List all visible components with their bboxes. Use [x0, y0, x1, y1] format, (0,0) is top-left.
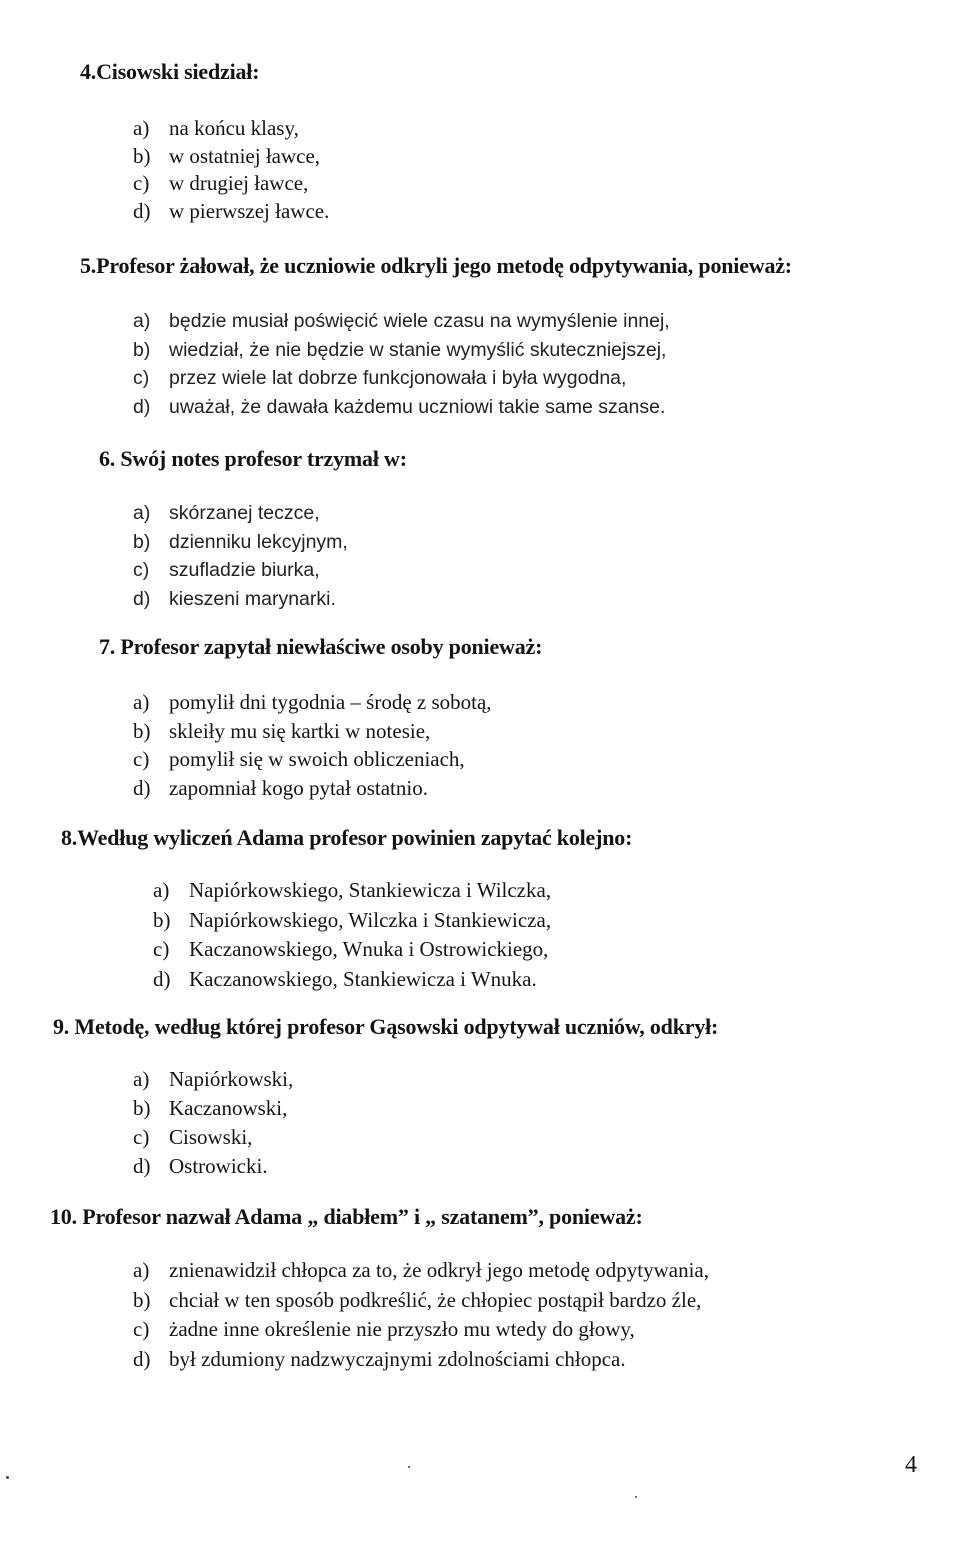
option-text: chciał w ten sposób podkreślić, że chłopiec postąpił bardzo źle,	[169, 1287, 702, 1312]
question-8-option-a: a) Napiórkowskiego, Stankiewicza i Wilczka,	[153, 876, 551, 906]
option-text: Napiórkowski,	[169, 1067, 294, 1091]
option-text: przez wiele lat dobrze funkcjonowała i była wygodna,	[169, 367, 627, 389]
question-5-option-c: c) przez wiele lat dobrze funkcjonowała i była wygodna,	[133, 364, 670, 393]
question-5-option-b: b) wiedział, że nie będzie w stanie wymyślić skuteczniejszej,	[133, 336, 670, 365]
option-text: Napiórkowskiego, Stankiewicza i Wilczka,	[189, 878, 552, 902]
option-text: pomylił dni tygodnia – środę z sobotą,	[169, 690, 492, 714]
question-7-options	[133, 688, 492, 802]
question-9-option-c: c) Cisowski,	[133, 1123, 293, 1152]
option-text: Ostrowicki.	[169, 1154, 268, 1178]
question-4-title: 4.Cisowski siedział:	[80, 59, 260, 84]
option-text: będzie musiał poświęcić wiele czasu na wymyślenie innej,	[169, 310, 670, 332]
question-4-option-a: a) na końcu klasy,	[133, 115, 329, 143]
scan-speck	[408, 1466, 410, 1468]
option-text: Kaczanowskiego, Wnuka i Ostrowickiego,	[189, 937, 549, 961]
option-text: Napiórkowskiego, Wilczka i Stankiewicza,	[189, 907, 552, 932]
scan-speck	[6, 1476, 9, 1479]
question-4-options	[133, 115, 329, 225]
option-text: Kaczanowskiego, Stankiewicza i Wnuka.	[189, 966, 537, 991]
option-text: w drugiej ławce,	[169, 171, 309, 195]
option-text: szufladzie biurka,	[169, 559, 320, 581]
question-6-option-a: a) skórzanej teczce,	[133, 499, 348, 528]
option-text: w pierwszej ławce.	[169, 198, 330, 223]
question-4-option-d: d) w pierwszej ławce.	[133, 198, 329, 226]
question-5-options	[133, 307, 670, 421]
option-text: pomylił się w swoich obliczeniach,	[169, 747, 465, 771]
option-text: zapomniał kogo pytał ostatnio.	[169, 775, 428, 800]
question-8-title: 8.Według wyliczeń Adama profesor powinien zapytać kolejno:	[61, 825, 633, 850]
option-text: skórzanej teczce,	[169, 502, 320, 524]
question-10-title: 10. Profesor nazwał Adama „ diabłem” i „ szatanem”, ponieważ:	[50, 1204, 643, 1229]
question-9-option-a: a) Napiórkowski,	[133, 1065, 293, 1094]
option-text: uważał, że dawała każdemu uczniowi takie same szanse.	[169, 395, 666, 418]
option-text: skleiły mu się kartki w notesie,	[169, 718, 431, 743]
question-9-option-d: d) Ostrowicki.	[133, 1152, 293, 1181]
question-8-option-d: d) Kaczanowskiego, Stankiewicza i Wnuka.	[153, 965, 551, 995]
question-8-option-b: b) Napiórkowskiego, Wilczka i Stankiewicza,	[153, 906, 551, 936]
question-9-options	[133, 1065, 293, 1181]
question-10-option-a: a) znienawidził chłopca za to, że odkrył jego metodę odpytywania,	[133, 1256, 709, 1286]
question-7-option-c: c) pomylił się w swoich obliczeniach,	[133, 745, 492, 774]
option-text: Kaczanowski,	[169, 1096, 288, 1120]
question-7-option-d: d) zapomniał kogo pytał ostatnio.	[133, 774, 492, 803]
option-text: na końcu klasy,	[169, 116, 299, 140]
question-8-options	[153, 876, 551, 994]
page-number: 4	[905, 1452, 917, 1478]
question-9-option-b: b) Kaczanowski,	[133, 1094, 293, 1123]
option-text: Cisowski,	[169, 1125, 253, 1149]
question-5-title: 5.Profesor żałował, że uczniowie odkryli jego metodę odpytywania, ponieważ:	[80, 253, 792, 278]
option-text: wiedział, że nie będzie w stanie wymyślić skuteczniejszej,	[169, 338, 667, 361]
scan-speck	[635, 1496, 637, 1498]
question-5-option-a: a) będzie musiał poświęcić wiele czasu na wymyślenie innej,	[133, 307, 670, 336]
question-7-title: 7. Profesor zapytał niewłaściwe osoby ponieważ:	[99, 634, 543, 659]
question-6-title: 6. Swój notes profesor trzymał w:	[99, 446, 407, 471]
question-4-option-c: c) w drugiej ławce,	[133, 170, 329, 198]
question-6-option-d: d) kieszeni marynarki.	[133, 585, 348, 614]
question-8-option-c: c) Kaczanowskiego, Wnuka i Ostrowickiego,	[153, 935, 551, 965]
option-text: znienawidził chłopca za to, że odkrył jego metodę odpytywania,	[169, 1258, 709, 1282]
question-4-option-b: b) w ostatniej ławce,	[133, 143, 329, 171]
option-text: był zdumiony nadzwyczajnymi zdolnościami chłopca.	[169, 1346, 626, 1371]
option-text: kieszeni marynarki.	[169, 587, 336, 610]
question-6-options	[133, 499, 348, 613]
option-text: w ostatniej ławce,	[169, 143, 321, 168]
question-10-option-b: b) chciał w ten sposób podkreślić, że chłopiec postąpił bardzo źle,	[133, 1286, 709, 1316]
question-6-option-c: c) szufladzie biurka,	[133, 556, 348, 585]
question-7-option-a: a) pomylił dni tygodnia – środę z sobotą,	[133, 688, 492, 717]
question-6-option-b: b) dzienniku lekcyjnym,	[133, 528, 348, 557]
question-10-options	[133, 1256, 709, 1374]
question-7-option-b: b) skleiły mu się kartki w notesie,	[133, 717, 492, 746]
question-5-option-d: d) uważał, że dawała każdemu uczniowi takie same szanse.	[133, 393, 670, 422]
option-text: żadne inne określenie nie przyszło mu wtedy do głowy,	[169, 1317, 635, 1341]
question-9-title: 9. Metodę, według której profesor Gąsowski odpytywał uczniów, odkrył:	[53, 1014, 719, 1039]
question-10-option-d: d) był zdumiony nadzwyczajnymi zdolnościami chłopca.	[133, 1345, 709, 1375]
option-text: dzienniku lekcyjnym,	[169, 530, 348, 553]
question-10-option-c: c) żadne inne określenie nie przyszło mu wtedy do głowy,	[133, 1315, 709, 1345]
